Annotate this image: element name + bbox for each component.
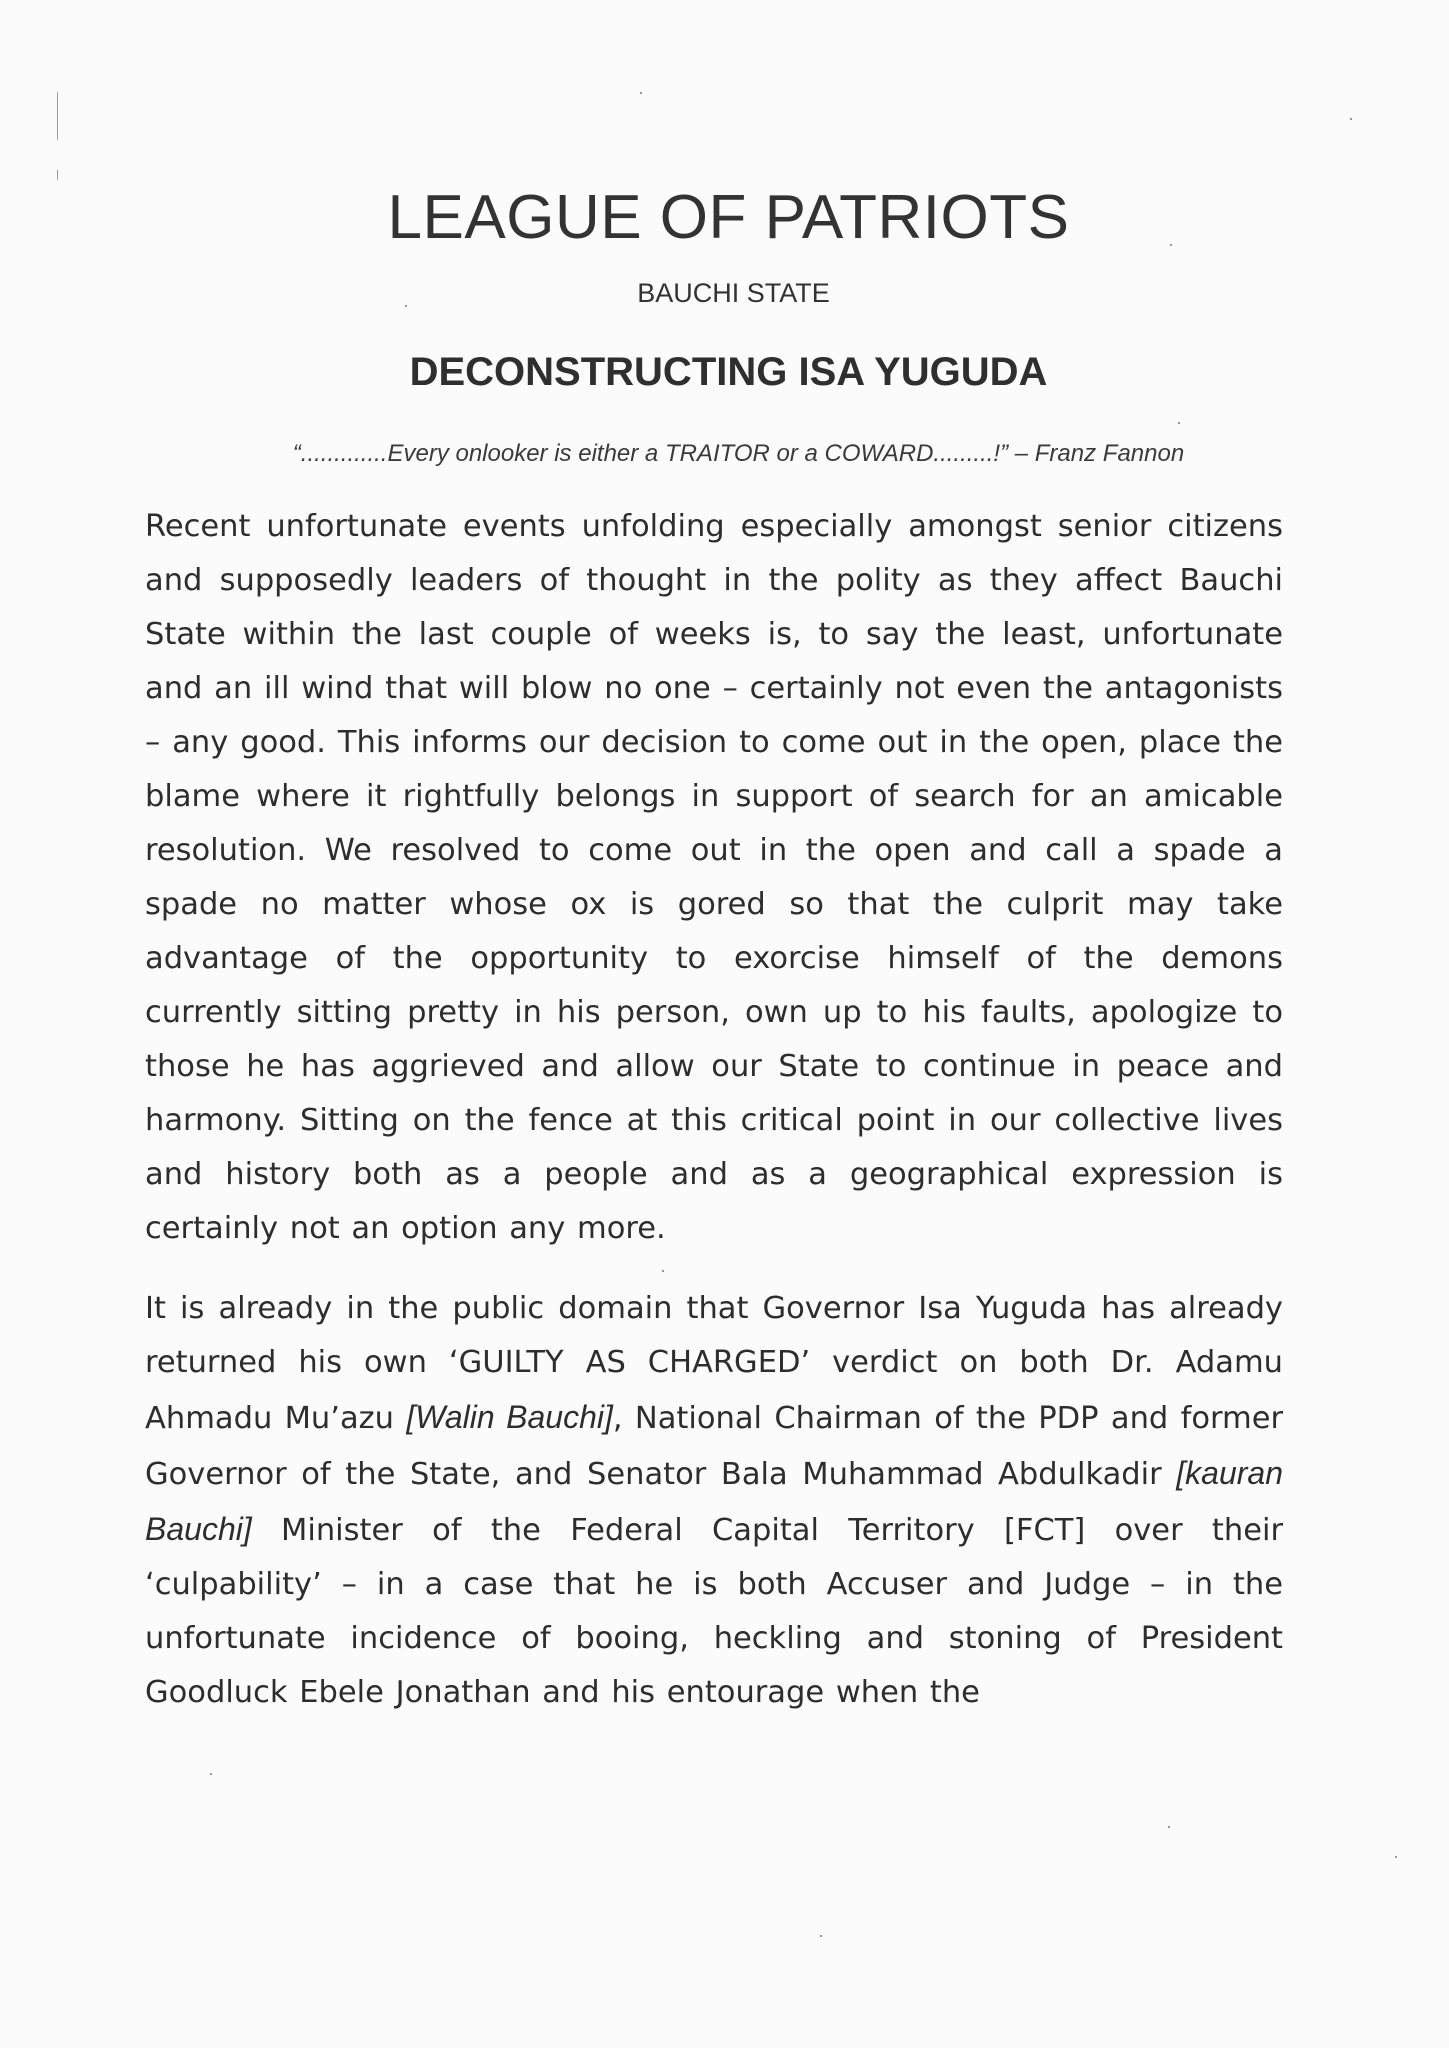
paragraph-2-text-3: Minister of the Federal Capital Territory [FCT] over their ‘culpability’ – in a case that he is both Accuser and Judge – in the unfortunate incidence of booing, heckling and stoning of President Goodluck Ebele Jonathan and his entourage when the [145, 1513, 1283, 1710]
paragraph-1: Recent unfortunate events unfolding especially amongst senior citizens and supposedly leaders of thought in the polity as they affect Bauchi State within the last couple of weeks is, to say the least, unfortunate and an ill wind that will blow no one – certainly not even the antagonists – any good. This informs our decision to come out in the open, place the blame where it rightfully belongs in support of search for an amicable resolution. We resolved to come out in the open and call a spade a spade no matter whose ox is gored so that the culprit may take advantage of the opportunity to exorcise himself of the demons currently sitting pretty in his person, own up to his faults, apologize to those he has aggrieved and allow our State to continue in peace and harmony. Sitting on the fence at this critical point in our collective lives and history both as a people and as a geographical expression is certainly not an option any more. [145, 509, 1283, 1246]
scan-speck [1350, 118, 1352, 120]
scan-speck [1168, 1826, 1170, 1828]
paragraph-2-italic-title-1: [Walin Bauchi] [406, 1399, 613, 1435]
scan-speck [662, 1270, 664, 1272]
paragraph-2-italic-title-2: [kauran Bauchi] [145, 1455, 1283, 1547]
scan-speck [1170, 244, 1172, 246]
margin-mark-top [57, 92, 58, 140]
scan-speck [640, 92, 642, 94]
scan-speck [820, 1935, 822, 1937]
document-heading: DECONSTRUCTING ISA YUGUDA [409, 350, 1048, 394]
document-title: LEAGUE OF PATRIOTS [387, 183, 1070, 252]
document-subtitle: BAUCHI STATE [637, 278, 830, 308]
scan-speck [405, 305, 407, 307]
epigraph-quote: “.............Every onlooker is either a TRAITOR or a COWARD.........!” – Franz Fannon [292, 440, 1185, 467]
margin-mark-bottom [57, 170, 58, 180]
scan-speck [1395, 1856, 1397, 1858]
margin-marks [52, 92, 64, 192]
paragraph-2-text-2: , National Chairman of the PDP and former Governor of the State, and Senator Bala Muhammad Abdulkadir [145, 1401, 1284, 1492]
paragraph-2 [145, 1282, 1283, 1720]
scan-speck [210, 1773, 212, 1775]
scan-speck [1178, 422, 1180, 424]
paragraph-2-text-1: It is already in the public domain that Governor Isa Yuguda has already returned his own ‘GUILTY AS CHARGED’ verdict on both Dr. Adamu Ahmadu Mu’azu [145, 1291, 1283, 1436]
